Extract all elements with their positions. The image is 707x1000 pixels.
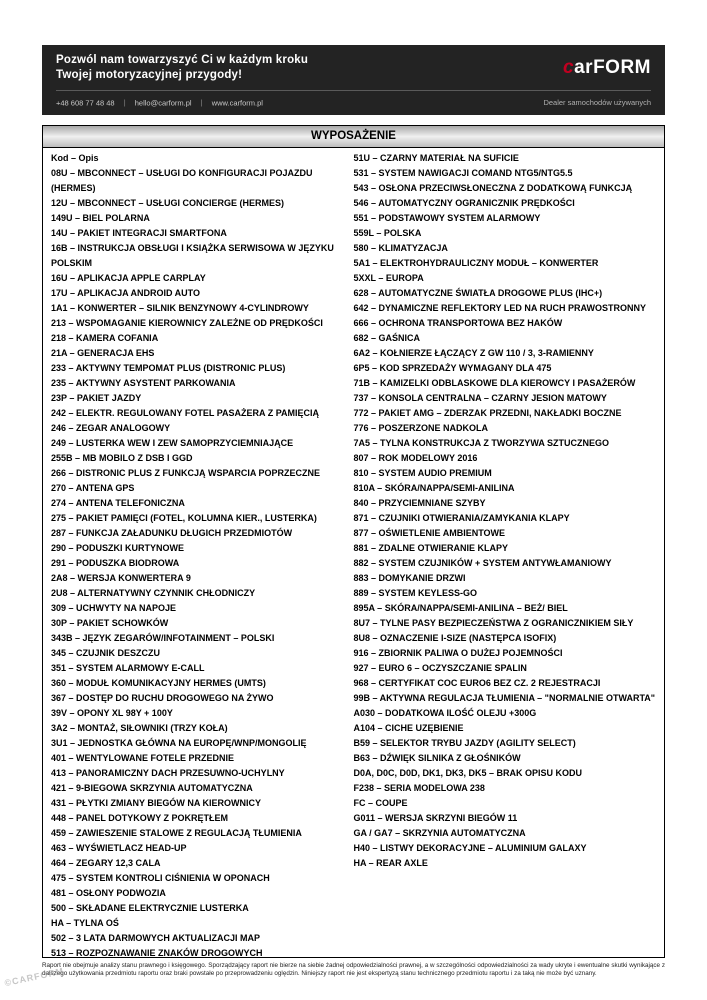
equipment-item: 877 – OŚWIETLENIE AMBIENTOWE	[353, 528, 506, 538]
equipment-item: 30P – PAKIET SCHOWKÓW	[51, 618, 169, 628]
equipment-list-left	[51, 166, 346, 958]
logo-mark-icon: c	[563, 56, 575, 78]
equipment-item: G011 – WERSJA SKRZYNI BIEGÓW 11	[353, 813, 518, 823]
equipment-item: 5XXL – EUROPA	[353, 273, 424, 283]
contact-info	[56, 98, 263, 108]
logo-subtitle: Dealer samochodów używanych	[543, 98, 651, 107]
column-header: Kod – Opis	[51, 153, 99, 163]
equipment-item: 246 – ZEGAR ANALOGOWY	[51, 423, 171, 433]
equipment-item: 776 – POSZERZONE NADKOLA	[353, 423, 489, 433]
equipment-list-right	[354, 151, 657, 871]
equipment-item: 367 – DOSTĘP DO RUCHU DROGOWEGO NA ŻYWO	[51, 693, 274, 703]
website-url: www.carform.pl	[211, 98, 263, 108]
equipment-item: 16U – APLIKACJA APPLE CARPLAY	[51, 273, 206, 283]
equipment-item: 12U – MBCONNECT – USŁUGI CONCIERGE (HERMES)	[51, 198, 285, 208]
equipment-item: 218 – KAMERA COFANIA	[51, 333, 159, 343]
equipment-item: 266 – DISTRONIC PLUS Z FUNKCJĄ WSPARCIA POPRZECZNE	[51, 468, 321, 478]
equipment-item: 2U8 – ALTERNATYWNY CZYNNIK CHŁODNICZY	[51, 588, 256, 598]
watermark: ©CARFORM	[3, 965, 66, 989]
logo-text-ar: ar	[574, 56, 594, 78]
equipment-item: 810 – SYSTEM AUDIO PREMIUM	[353, 468, 492, 478]
equipment-item: 464 – ZEGARY 12,3 CALA	[51, 858, 161, 868]
equipment-item: 17U – APLIKACJA ANDROID AUTO	[51, 288, 201, 298]
equipment-item: 968 – CERTYFIKAT COC EURO6 BEZ CZ. 2 REJESTRACJI	[353, 678, 601, 688]
equipment-item: 360 – MODUŁ KOMUNIKACYJNY HERMES (UMTS)	[51, 678, 266, 688]
banner-top-row	[56, 45, 651, 90]
equipment-item: 401 – WENTYLOWANE FOTELE PRZEDNIE	[51, 753, 235, 763]
equipment-item: 6A2 – KOŁNIERZE ŁĄCZĄCY Z GW 110 / 3, 3-RAMIENNY	[353, 348, 594, 358]
equipment-item: 481 – OSŁONY PODWOZIA	[51, 888, 166, 898]
equipment-item: 413 – PANORAMICZNY DACH PRZESUWNO-UCHYLNY	[51, 768, 285, 778]
equipment-item: 889 – SYSTEM KEYLESS-GO	[353, 588, 478, 598]
equipment-item: 71B – KAMIZELKI ODBLASKOWE DLA KIEROWCY I PASAŻERÓW	[353, 378, 636, 388]
equipment-item: FC – COUPE	[353, 798, 408, 808]
equipment-item: 14U – PAKIET INTEGRACJI SMARTFONA	[51, 228, 227, 238]
equipment-item: 810A – SKÓRA/NAPPA/SEMI-ANILINA	[353, 483, 515, 493]
equipment-item: 270 – ANTENA GPS	[51, 483, 135, 493]
equipment-item: 3A2 – MONTAŻ, SIŁOWNIKI (TRZY KOŁA)	[51, 723, 228, 733]
equipment-item: 21A – GENERACJA EHS	[51, 348, 155, 358]
equipment-item: 500 – SKŁADANE ELEKTRYCZNIE LUSTERKA	[51, 903, 249, 913]
equipment-item: 345 – CZUJNIK DESZCZU	[51, 648, 161, 658]
equipment-item: 502 – 3 LATA DARMOWYCH AKTUALIZACJI MAP	[51, 933, 261, 943]
equipment-item: 916 – ZBIORNIK PALIWA O DUŻEJ POJEMNOŚCI	[353, 648, 563, 658]
equipment-item: 287 – FUNKCJA ZAŁADUNKU DŁUGICH PRZEDMIOTÓW	[51, 528, 293, 538]
equipment-item: 23P – PAKIET JAZDY	[51, 393, 142, 403]
equipment-item: 08U – MBCONNECT – USŁUGI DO KONFIGURACJI POJAZDU (HERMES)	[51, 168, 313, 193]
equipment-item: GA / GA7 – SKRZYNIA AUTOMATYCZNA	[353, 828, 526, 838]
equipment-item: 772 – PAKIET AMG – ZDERZAK PRZEDNI, NAKŁADKI BOCZNE	[353, 408, 622, 418]
equipment-item: 16B – INSTRUKCJA OBSŁUGI I KSIĄŻKA SERWISOWA W JĘZYKU POLSKIM	[51, 243, 334, 268]
equipment-item: 927 – EURO 6 – OCZYSZCZANIE SPALIN	[353, 663, 527, 673]
equipment-item: 682 – GAŚNICA	[353, 333, 421, 343]
equipment-item: D0A, D0C, D0D, DK1, DK3, DK5 – BRAK OPISU KODU	[353, 768, 583, 778]
disclaimer-text: Raport nie obejmuje analizy stanu prawnego i księgowego. Sporządzający raport nie bierze na siebie żadnej odpowiedzialności prawnej, a w szczególności odpowiedzialności za wady ukryte i ewentualne skutki wynikające z dalszego użytkowania przedmiotu raportu oraz braki powstałe po przeprowadzeniu oględzin. Niniejszy raport nie jest ekspertyzą stanu technicznego przedmiotu raportu i za taką nie może być uznany.	[42, 962, 665, 977]
equipment-item: 882 – SYSTEM CZUJNIKÓW + SYSTEM ANTYWŁAMANIOWY	[353, 558, 612, 568]
equipment-item: 642 – DYNAMICZNE REFLEKTORY LED NA RUCH PRAWOSTRONNY	[353, 303, 647, 313]
equipment-item: 2A8 – WERSJA KONWERTERA 9	[51, 573, 191, 583]
equipment-item: 291 – PODUSZKA BIODROWA	[51, 558, 180, 568]
equipment-item: 3U1 – JEDNOSTKA GŁÓWNA NA EUROPĘ/WNP/MONGOLIĘ	[51, 738, 307, 748]
equipment-item: 8U8 – OZNACZENIE I-SIZE (NASTĘPCA ISOFIX)	[353, 633, 557, 643]
equipment-item: 309 – UCHWYTY NA NAPOJE	[51, 603, 177, 613]
equipment-item: 580 – KLIMATYZACJA	[353, 243, 448, 253]
equipment-item: F238 – SERIA MODELOWA 238	[353, 783, 485, 793]
equipment-item: 543 – OSŁONA PRZECIWSŁONECZNA Z DODATKOWĄ FUNKCJĄ	[353, 183, 633, 193]
equipment-item: 5A1 – ELEKTROHYDRAULICZNY MODUŁ – KONWERTER	[353, 258, 599, 268]
logo-text-form: FORM	[593, 56, 651, 78]
equipment-item: A030 – DODATKOWA ILOŚĆ OLEJU +300G	[353, 708, 537, 718]
equipment-item: 255B – MB MOBILO Z DSB I GGD	[51, 453, 193, 463]
equipment-item: 233 – AKTYWNY TEMPOMAT PLUS (DISTRONIC PLUS)	[51, 363, 286, 373]
equipment-item: 421 – 9-BIEGOWA SKRZYNIA AUTOMATYCZNA	[51, 783, 253, 793]
contact-separator: |	[200, 98, 203, 108]
equipment-item: 275 – PAKIET PAMIĘCI (FOTEL, KOLUMNA KIER., LUSTERKA)	[51, 513, 317, 523]
equipment-section	[42, 125, 665, 958]
equipment-column-left	[51, 151, 354, 958]
equipment-item: 531 – SYSTEM NAWIGACJI COMAND NTG5/NTG5.5	[353, 168, 573, 178]
carform-logo	[563, 57, 651, 79]
equipment-item: 290 – PODUSZKI KURTYNOWE	[51, 543, 185, 553]
tagline-line-2: Twojej motoryzacyjnej przygody!	[56, 68, 243, 81]
equipment-item: 431 – PŁYTKI ZMIANY BIEGÓW NA KIEROWNICY	[51, 798, 262, 808]
equipment-item: 249 – LUSTERKA WEW I ZEW SAMOPRZYCIEMNIAJĄCE	[51, 438, 294, 448]
equipment-item: 737 – KONSOLA CENTRALNA – CZARNY JESION MATOWY	[353, 393, 607, 403]
equipment-item: 807 – ROK MODELOWY 2016	[353, 453, 478, 463]
equipment-columns	[43, 148, 664, 958]
equipment-item: 7A5 – TYLNA KONSTRUKCJA Z TWORZYWA SZTUCZNEGO	[353, 438, 610, 448]
equipment-item: 666 – OCHRONA TRANSPORTOWA BEZ HAKÓW	[353, 318, 563, 328]
banner-bottom-row	[56, 91, 651, 114]
equipment-item: 883 – DOMYKANIE DRZWI	[353, 573, 466, 583]
equipment-item: 343B – JĘZYK ZEGARÓW/INFOTAINMENT – POLSKI	[51, 633, 275, 643]
equipment-item: 840 – PRZYCIEMNIANE SZYBY	[353, 498, 486, 508]
equipment-item: 51U – CZARNY MATERIAŁ NA SUFICIE	[353, 153, 519, 163]
equipment-item: 242 – ELEKTR. REGULOWANY FOTEL PASAŻERA Z PAMIĘCIĄ	[51, 408, 320, 418]
section-title: WYPOSAŻENIE	[43, 126, 664, 148]
equipment-item: 149U – BIEL POLARNA	[51, 213, 150, 223]
tagline	[56, 53, 308, 83]
equipment-item: 459 – ZAWIESZENIE STALOWE Z REGULACJĄ TŁUMIENIA	[51, 828, 302, 838]
equipment-item: 8U7 – TYLNE PASY BEZPIECZEŃSTWA Z OGRANICZNIKIEM SIŁY	[353, 618, 634, 628]
equipment-item: HA – TYLNA OŚ	[51, 918, 119, 928]
equipment-item: 1A1 – KONWERTER – SILNIK BENZYNOWY 4-CYLINDROWY	[51, 303, 309, 313]
equipment-item: B63 – DŹWIĘK SILNIKA Z GŁOŚNIKÓW	[353, 753, 521, 763]
equipment-item: 628 – AUTOMATYCZNE ŚWIATŁA DROGOWE PLUS (IHC+)	[353, 288, 603, 298]
contact-separator: |	[123, 98, 126, 108]
equipment-item: 871 – CZUJNIKI OTWIERANIA/ZAMYKANIA KLAPY	[353, 513, 570, 523]
equipment-item: 274 – ANTENA TELEFONICZNA	[51, 498, 185, 508]
equipment-item: 559L – POLSKA	[353, 228, 422, 238]
equipment-item: 235 – AKTYWNY ASYSTENT PARKOWANIA	[51, 378, 236, 388]
equipment-column-right	[354, 151, 657, 958]
equipment-item: 895A – SKÓRA/NAPPA/SEMI-ANILINA – BEŻ/ BIEL	[353, 603, 568, 613]
equipment-item: H40 – LISTWY DEKORACYJNE – ALUMINIUM GALAXY	[353, 843, 587, 853]
equipment-item: 546 – AUTOMATYCZNY OGRANICZNIK PRĘDKOŚCI	[353, 198, 575, 208]
equipment-item: 475 – SYSTEM KONTROLI CIŚNIENIA W OPONACH	[51, 873, 270, 883]
equipment-item: HA – REAR AXLE	[353, 858, 428, 868]
equipment-item: 881 – ZDALNE OTWIERANIE KLAPY	[353, 543, 509, 553]
equipment-item: 99B – AKTYWNA REGULACJA TŁUMIENIA – "NORMALNIE OTWARTA"	[353, 693, 656, 703]
equipment-item: 351 – SYSTEM ALARMOWY E-CALL	[51, 663, 205, 673]
equipment-item: 551 – PODSTAWOWY SYSTEM ALARMOWY	[353, 213, 541, 223]
tagline-line-1: Pozwól nam towarzyszyć Ci w każdym kroku	[56, 53, 309, 66]
equipment-item: 463 – WYŚWIETLACZ HEAD-UP	[51, 843, 187, 853]
equipment-item: 6P5 – KOD SPRZEDAŻY WYMAGANY DLA 475	[353, 363, 552, 373]
phone-number: +48 608 77 48 48	[56, 98, 115, 108]
equipment-item: B59 – SELEKTOR TRYBU JAZDY (AGILITY SELECT)	[353, 738, 576, 748]
equipment-item: 513 – ROZPOZNAWANIE ZNAKÓW DROGOWYCH	[51, 948, 263, 958]
equipment-item: 39V – OPONY XL 98Y + 100Y	[51, 708, 173, 718]
header-banner	[42, 45, 665, 115]
equipment-item: A104 – CICHE UZĘBIENIE	[353, 723, 464, 733]
equipment-item: 213 – WSPOMAGANIE KIEROWNICY ZALEŻNE OD PRĘDKOŚCI	[51, 318, 323, 328]
email-address: hello@carform.pl	[134, 98, 192, 108]
equipment-item: 448 – PANEL DOTYKOWY Z POKRĘTŁEM	[51, 813, 229, 823]
